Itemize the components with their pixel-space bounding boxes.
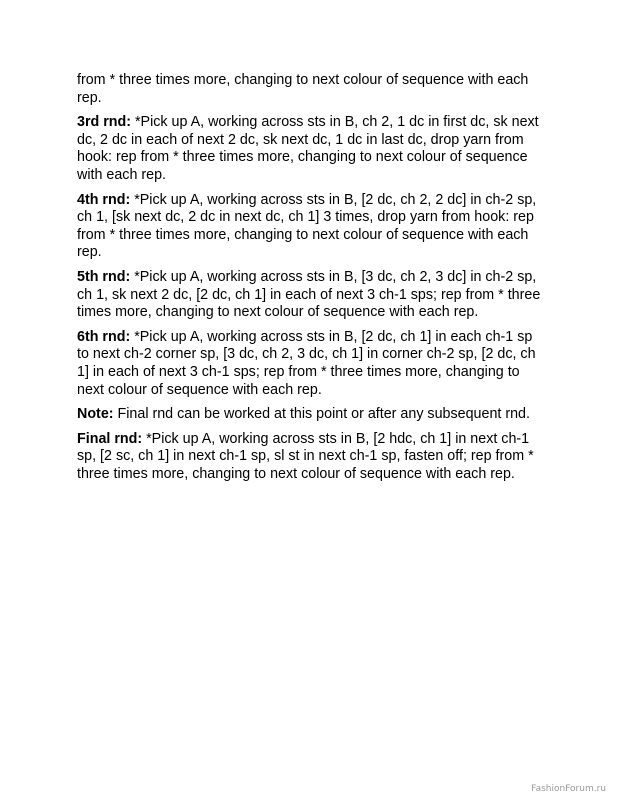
paragraph-note bbox=[77, 406, 547, 424]
paragraph-6th-rnd bbox=[77, 329, 547, 399]
paragraph-label: Note: bbox=[77, 406, 114, 423]
paragraph-text: *Pick up A, working across sts in B, [2 hdc, ch 1] in next ch-1 sp, [2 sc, ch 1] in next ch-1 sp, sl st in next ch-1 sp, fasten off; rep from * three times more, changing to next colour of sequence with each rep. bbox=[77, 430, 534, 482]
paragraph-label: 5th rnd: bbox=[77, 268, 131, 285]
watermark: FashionForum.ru bbox=[531, 784, 606, 794]
paragraph-5th-rnd bbox=[77, 269, 547, 322]
paragraph-4th-rnd bbox=[77, 192, 547, 262]
paragraph-label: 4th rnd: bbox=[77, 191, 131, 208]
paragraph-final-rnd bbox=[77, 431, 547, 484]
paragraph-label: 6th rnd: bbox=[77, 328, 131, 345]
paragraph-text: from * three times more, changing to next colour of sequence with each rep. bbox=[77, 72, 529, 106]
paragraph-text: *Pick up A, working across sts in B, ch 2, 1 dc in first dc, sk next dc, 2 dc in each of next 2 dc, sk next dc, 1 dc in last dc, drop yarn from hook: rep from * three times more, changing to next colour of sequence with each rep. bbox=[77, 114, 539, 183]
paragraph-text: *Pick up A, working across sts in B, [2 dc, ch 1] in each ch-1 sp to next ch-2 corner sp, [3 dc, ch 2, 3 dc, ch 1] in corner ch-2 sp, [2 dc, ch 1] in each of next 3 ch-1 sps; rep from * three times more, changing to next colour of sequence with each rep. bbox=[77, 328, 536, 398]
paragraph-label: 3rd rnd: bbox=[77, 114, 132, 131]
paragraph-3rd-rnd bbox=[77, 114, 547, 184]
paragraph-text: *Pick up A, working across sts in B, [3 dc, ch 2, 3 dc] in ch-2 sp, ch 1, sk next 2 dc, [2 dc, ch 1] in each of next 3 ch-1 sps; rep from * three times more, changing to next colour of sequence with each rep. bbox=[77, 268, 541, 321]
paragraph-label: Final rnd: bbox=[77, 430, 143, 447]
document-body bbox=[77, 72, 547, 490]
paragraph-text: *Pick up A, working across sts in B, [2 dc, ch 2, 2 dc] in ch-2 sp, ch 1, [sk next dc, 2 dc in next dc, ch 1] 3 times, drop yarn from hook: rep from * three times more, changing to next colour of sequence with each rep. bbox=[77, 191, 537, 261]
paragraph-continuation bbox=[77, 72, 547, 107]
paragraph-text: Final rnd can be worked at this point or after any subsequent rnd. bbox=[113, 406, 530, 423]
